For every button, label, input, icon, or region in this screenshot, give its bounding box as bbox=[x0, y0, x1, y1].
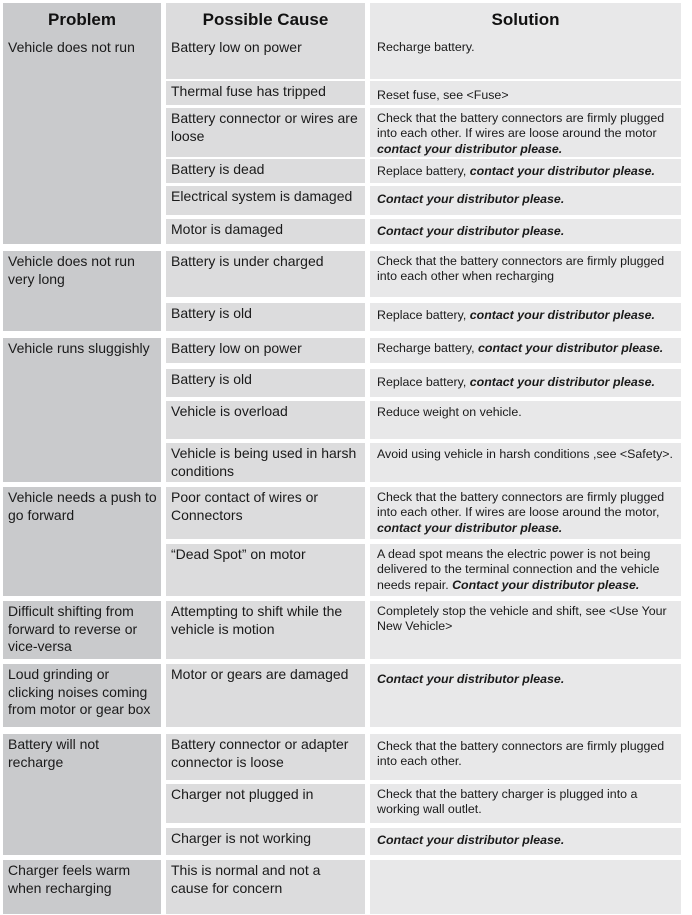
cause-cell: Battery low on power bbox=[166, 338, 365, 363]
solution-emphasis: Contact your distributor please. bbox=[377, 224, 565, 238]
solution-cell bbox=[370, 369, 681, 397]
solution-cell bbox=[370, 828, 681, 855]
solution-emphasis: Contact your distributor please. bbox=[377, 672, 565, 686]
cause-cell: Thermal fuse has tripped bbox=[166, 81, 365, 105]
solution-text: Check that the battery connectors are firmly plugged into each other. If wires are loose around the motor bbox=[377, 111, 665, 141]
problem-cell: Charger feels warm when recharging bbox=[3, 860, 161, 914]
solution-emphasis: contact your distributor please. bbox=[469, 164, 655, 178]
solution-emphasis: contact your distributor please. bbox=[377, 520, 563, 535]
solution-text: Check that the battery connectors are firmly plugged into each other. bbox=[377, 739, 665, 769]
cause-cell: This is normal and not a cause for concern bbox=[166, 860, 365, 914]
solution-cell bbox=[370, 784, 681, 823]
solution-emphasis: contact your distributor please. bbox=[469, 375, 655, 389]
solution-cell bbox=[370, 37, 681, 79]
cause-cell: Battery connector or wires are loose bbox=[166, 108, 365, 157]
cause-cell: Battery connector or adapter connector is loose bbox=[166, 734, 365, 780]
header-solution: Solution bbox=[370, 3, 681, 37]
cause-cell: Charger not plugged in bbox=[166, 784, 365, 823]
solution-cell bbox=[370, 303, 681, 331]
header-problem: Problem bbox=[3, 3, 161, 37]
cause-cell: Electrical system is damaged bbox=[166, 186, 365, 215]
cause-cell: Battery is old bbox=[166, 303, 365, 331]
solution-cell bbox=[370, 219, 681, 244]
solution-text: Reduce weight on vehicle. bbox=[377, 405, 522, 419]
solution-cell bbox=[370, 159, 681, 183]
solution-emphasis: contact your distributor please. bbox=[469, 308, 655, 322]
solution-cell bbox=[370, 81, 681, 105]
solution-cell bbox=[370, 186, 681, 215]
solution-text: Replace battery, bbox=[377, 375, 470, 389]
solution-text: Reset fuse, see <Fuse> bbox=[377, 88, 509, 102]
cause-cell: Vehicle is overload bbox=[166, 401, 365, 439]
solution-cell bbox=[370, 664, 681, 727]
solution-text: Recharge battery, bbox=[377, 341, 479, 355]
problem-cell: Vehicle does not run very long bbox=[3, 251, 161, 331]
problem-cell: Difficult shifting from forward to reverse or vice-versa bbox=[3, 601, 161, 659]
solution-emphasis: contact your distributor please. bbox=[478, 341, 664, 355]
solution-emphasis: Contact your distributor please. bbox=[377, 833, 565, 847]
solution-text: A dead spot means the electric power is not being delivered to the terminal connection and the vehicle needs repair. bbox=[377, 547, 660, 592]
solution-text: Check that the battery connectors are firmly plugged into each other when recharging bbox=[377, 254, 665, 284]
cause-cell: Motor is damaged bbox=[166, 219, 365, 244]
solution-emphasis: Contact your distributor please. bbox=[452, 577, 640, 592]
cause-cell: Vehicle is being used in harsh conditions bbox=[166, 443, 365, 482]
solution-text: Recharge battery. bbox=[377, 40, 475, 54]
solution-cell bbox=[370, 443, 681, 482]
cause-cell: Charger is not working bbox=[166, 828, 365, 855]
solution-cell bbox=[370, 544, 681, 596]
problem-cell: Vehicle runs sluggishly bbox=[3, 338, 161, 482]
cause-cell: Battery is old bbox=[166, 369, 365, 397]
solution-emphasis: contact your distributor please. bbox=[377, 141, 563, 156]
solution-cell bbox=[370, 860, 681, 914]
solution-text: Completely stop the vehicle and shift, see <Use Your New Vehicle> bbox=[377, 604, 667, 634]
solution-cell bbox=[370, 401, 681, 439]
solution-text: Check that the battery charger is plugged into a working wall outlet. bbox=[377, 787, 638, 817]
solution-text: Check that the battery connectors are firmly plugged into each other. If wires are loose around the motor, bbox=[377, 490, 665, 520]
cause-cell: “Dead Spot” on motor bbox=[166, 544, 365, 596]
solution-cell bbox=[370, 601, 681, 659]
cause-cell: Battery low on power bbox=[166, 37, 365, 79]
cause-cell: Battery is dead bbox=[166, 159, 365, 183]
problem-cell: Loud grinding or clicking noises coming from motor or gear box bbox=[3, 664, 161, 727]
problem-cell: Battery will not recharge bbox=[3, 734, 161, 855]
header-cause: Possible Cause bbox=[166, 3, 365, 37]
solution-cell bbox=[370, 108, 681, 157]
solution-emphasis: Contact your distributor please. bbox=[377, 192, 565, 206]
solution-text: Replace battery, bbox=[377, 164, 470, 178]
solution-cell bbox=[370, 338, 681, 363]
cause-cell: Poor contact of wires or Connectors bbox=[166, 487, 365, 539]
cause-cell: Attempting to shift while the vehicle is motion bbox=[166, 601, 365, 659]
problem-cell: Vehicle needs a push to go forward bbox=[3, 487, 161, 596]
cause-cell: Motor or gears are damaged bbox=[166, 664, 365, 727]
solution-text: Replace battery, bbox=[377, 308, 470, 322]
solution-text: Avoid using vehicle in harsh conditions ,see <Safety>. bbox=[377, 447, 673, 461]
solution-cell bbox=[370, 251, 681, 297]
cause-cell: Battery is under charged bbox=[166, 251, 365, 297]
solution-cell bbox=[370, 487, 681, 539]
problem-cell: Vehicle does not run bbox=[3, 37, 161, 244]
solution-cell bbox=[370, 734, 681, 780]
